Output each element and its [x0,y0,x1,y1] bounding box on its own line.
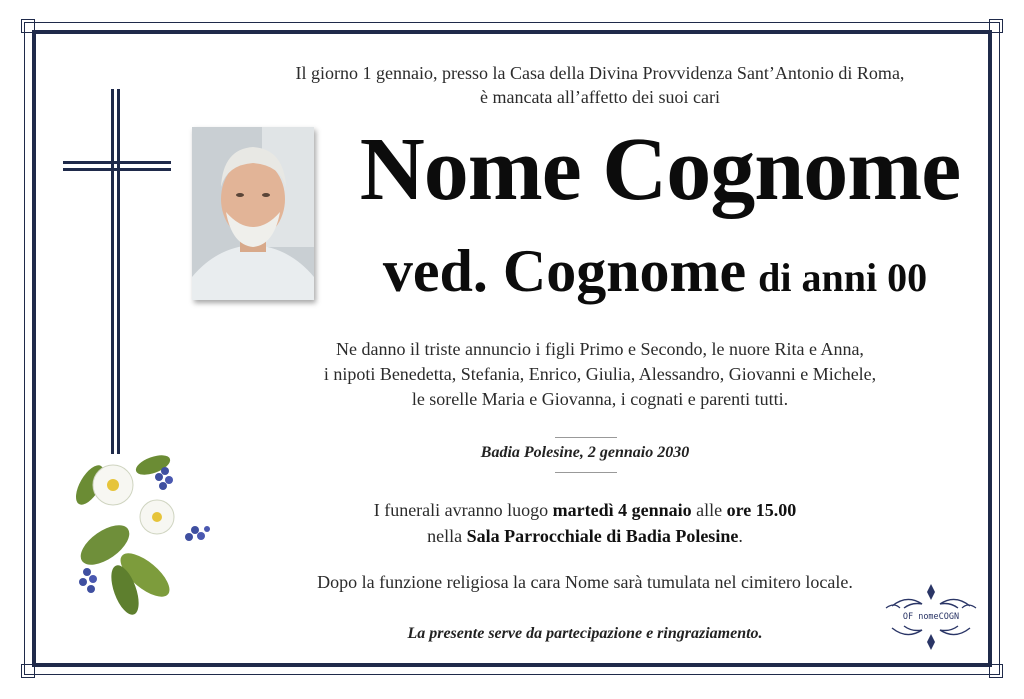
funeral-line-2 [280,523,890,549]
funeral-text-1: I funerali avranno luogo [373,500,553,520]
announcement-line-3: le sorelle Maria e Giovanna, i cognati e parenti tutti. [411,389,789,409]
flower-bouquet-icon [70,451,210,618]
divider-top [555,437,617,438]
funeral-line-1 [280,497,890,523]
announcement [230,337,970,412]
funeral-text-4: . [738,526,743,546]
funeral-venue: Sala Parrocchiale di Badia Polesine [466,526,739,546]
funeral-day: martedì 4 gennaio [552,500,692,520]
deceased-photo [192,127,314,300]
intro-line-1: Il giorno 1 gennaio, presso la Casa della Divina Provvidenza Sant’Antonio di Roma, [295,63,905,83]
corner-ornament-tl [21,19,35,33]
divider-bottom [555,472,617,473]
deceased-subtitle [320,236,990,322]
portrait-image [192,127,314,300]
intro-text [230,61,970,109]
funeral-home-logo-text: OF nomeCOGN [902,612,960,622]
funeral-details [280,497,890,549]
announcement-line-2: i nipoti Benedetta, Stefania, Enrico, Giulia, Alessandro, Giovanni e Michele, [323,364,877,384]
age: di anni 00 [758,255,928,300]
corner-ornament-bl [21,664,35,678]
funeral-text-2: alle [691,500,727,520]
thanks-text: La presente serve da partecipazione e ringraziamento. [407,625,763,642]
place-date: Badia Polesine, 2 gennaio 2030 [480,444,690,461]
intro-line-2: è mancata all’affetto dei suoi cari [479,87,721,107]
announcement-line-1: Ne danno il triste annuncio i figli Primo e Secondo, le nuore Rita e Anna, [336,339,864,359]
corner-ornament-br [989,664,1003,678]
corner-ornament-tr [989,19,1003,33]
burial-text: Dopo la funzione religiosa la cara Nome sarà tumulata nel cimitero locale. [317,572,853,592]
deceased-name: Nome Cognome [359,120,961,219]
funeral-time: ore 15.00 [726,500,797,520]
widow-of: ved. Cognome [382,238,747,304]
funeral-text-3: nella [427,526,467,546]
